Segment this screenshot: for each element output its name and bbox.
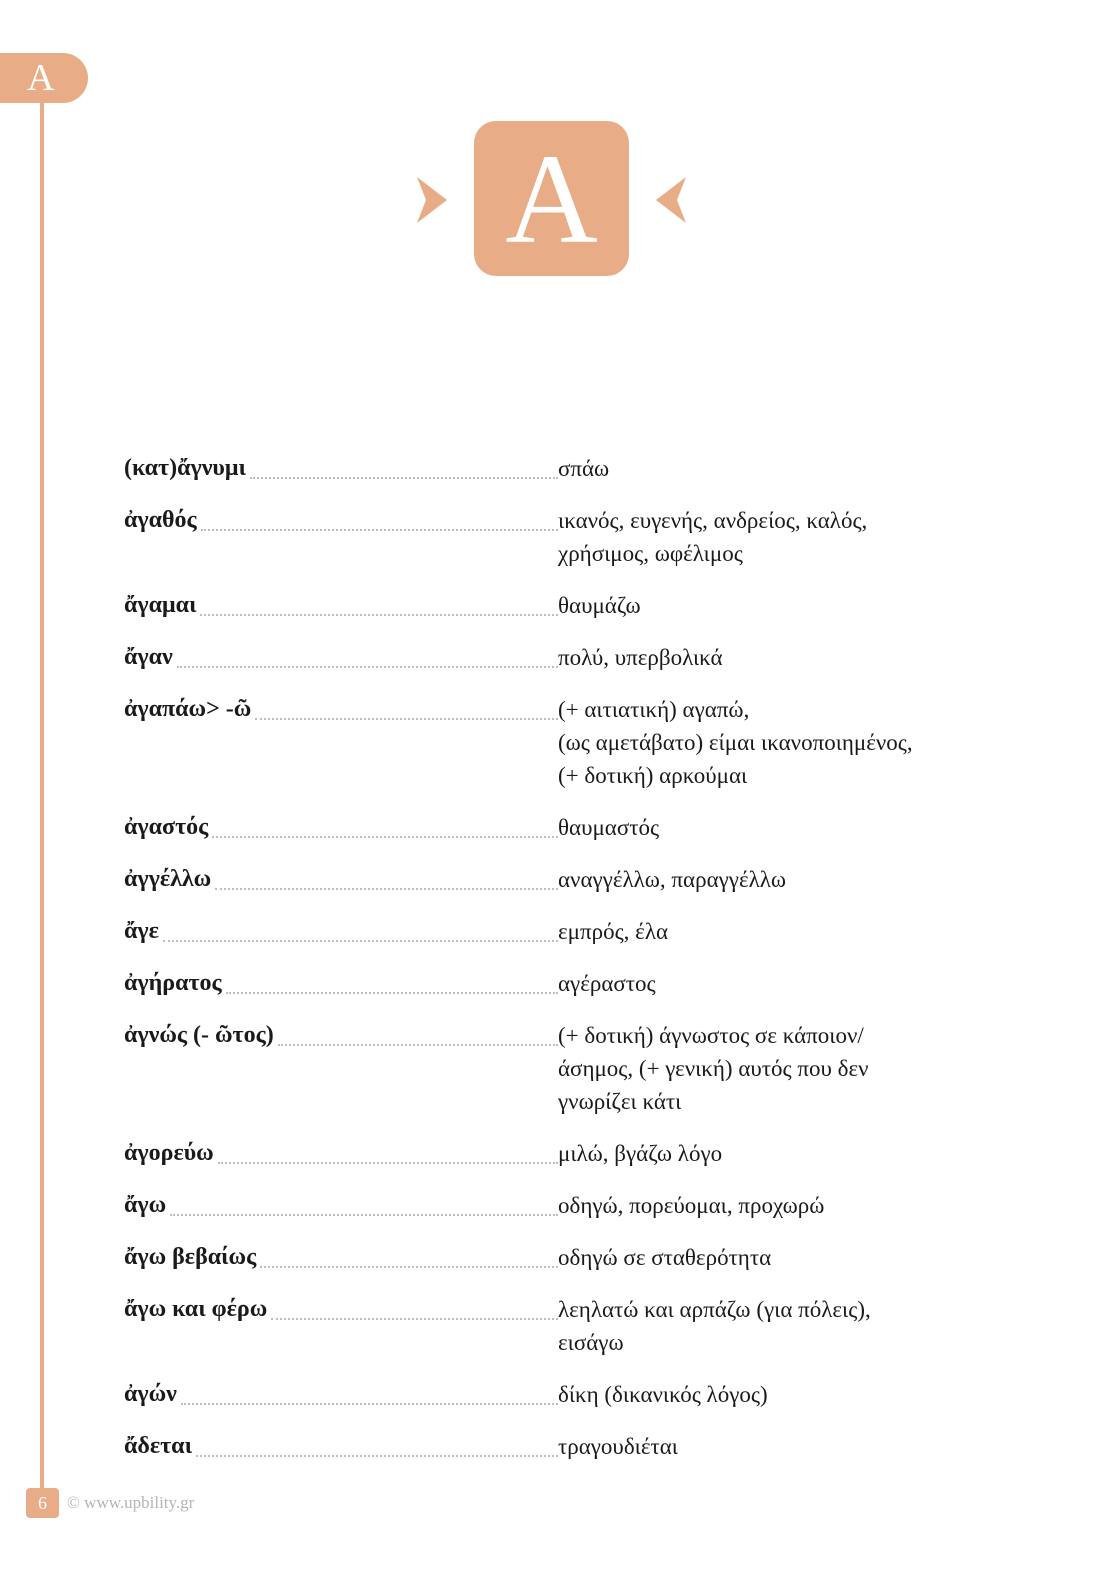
page-number-badge: 6 bbox=[26, 1488, 59, 1518]
entry-head bbox=[124, 504, 558, 537]
entry-meaning: λεηλατώ και αρπάζω (για πόλεις), εισάγω bbox=[558, 1297, 871, 1355]
entry-term: ἀγαπάω> -ῶ bbox=[124, 696, 252, 722]
dot-leader bbox=[226, 991, 558, 994]
entry-meaning: θαυμάζω bbox=[558, 593, 641, 618]
dot-leader bbox=[181, 1402, 558, 1405]
entry-meaning: οδηγώ σε σταθερότητα bbox=[558, 1245, 772, 1270]
entry-term: (κατ)ἄγνυμι bbox=[124, 455, 246, 481]
dot-leader bbox=[218, 1161, 558, 1164]
entry-head bbox=[124, 1019, 558, 1052]
entry-term: ἄγαν bbox=[124, 644, 173, 670]
dot-leader bbox=[163, 939, 558, 942]
glossary-entry bbox=[124, 641, 984, 674]
dot-leader bbox=[271, 1317, 558, 1320]
entry-term: ἀγνώς (- ῶτος) bbox=[124, 1022, 274, 1048]
entry-meaning: ικανός, ευγενής, ανδρείος, καλός, χρήσιμος, ωφέλιμος bbox=[558, 508, 868, 566]
section-tab-letter: A bbox=[27, 57, 55, 99]
entry-term: ἀγών bbox=[124, 1381, 177, 1407]
entry-meaning: (+ δοτική) άγνωστος σε κάποιον/ άσημος, (+ γενική) αυτός που δεν γνωρίζει κάτι bbox=[558, 1023, 869, 1114]
dot-leader bbox=[170, 1213, 558, 1216]
entry-term: ἀγήρατος bbox=[124, 970, 222, 996]
entry-head bbox=[124, 452, 558, 485]
entry-head bbox=[124, 915, 558, 948]
glossary-entry bbox=[124, 1241, 984, 1274]
entry-head bbox=[124, 863, 558, 896]
entry-term: ἄγε bbox=[124, 918, 159, 944]
arrow-left-icon bbox=[656, 177, 686, 223]
entry-meaning: (+ αιτιατική) αγαπώ, (ως αμετάβατο) είμαι ικανοποιημένος, (+ δοτική) αρκούμαι bbox=[558, 697, 913, 788]
entry-meaning: μιλώ, βγάζω λόγο bbox=[558, 1141, 723, 1166]
dot-leader bbox=[177, 665, 558, 668]
entry-term: ἀγαθός bbox=[124, 507, 197, 533]
dot-leader bbox=[255, 717, 558, 720]
entry-head bbox=[124, 1137, 558, 1170]
glossary-entry bbox=[124, 811, 984, 844]
glossary-list bbox=[124, 452, 984, 1482]
entry-term: ἄγαμαι bbox=[124, 592, 197, 618]
entry-head bbox=[124, 967, 558, 1000]
glossary-entry bbox=[124, 504, 984, 570]
entry-head bbox=[124, 1241, 558, 1274]
entry-term: ἄδεται bbox=[124, 1433, 193, 1459]
entry-term: ἄγω βεβαίως bbox=[124, 1244, 257, 1270]
dot-leader bbox=[250, 476, 558, 479]
arrow-right-icon bbox=[417, 177, 447, 223]
entry-term: ἄγω bbox=[124, 1192, 167, 1218]
glossary-entry bbox=[124, 452, 984, 485]
dot-leader bbox=[200, 613, 558, 616]
entry-head bbox=[124, 811, 558, 844]
entry-term: ἀγαστός bbox=[124, 814, 209, 840]
entry-head bbox=[124, 693, 558, 726]
dot-leader bbox=[196, 1454, 558, 1457]
entry-head bbox=[124, 1430, 558, 1463]
glossary-entry bbox=[124, 967, 984, 1000]
entry-meaning: τραγουδιέται bbox=[558, 1434, 678, 1459]
glossary-entry bbox=[124, 1430, 984, 1463]
chapter-emblem bbox=[474, 121, 629, 276]
dot-leader bbox=[215, 887, 558, 890]
entry-term: ἄγω και φέρω bbox=[124, 1296, 268, 1322]
entry-head bbox=[124, 1293, 558, 1326]
entry-term: ἀγγέλλω bbox=[124, 866, 212, 892]
entry-meaning: αγέραστος bbox=[558, 971, 656, 996]
dot-leader bbox=[201, 528, 558, 531]
glossary-entry bbox=[124, 693, 984, 792]
entry-meaning: πολύ, υπερβολικά bbox=[558, 645, 723, 670]
entry-head bbox=[124, 1189, 558, 1222]
entry-meaning: οδηγώ, πορεύομαι, προχωρώ bbox=[558, 1193, 825, 1218]
entry-meaning: δίκη (δικανικός λόγος) bbox=[558, 1382, 768, 1407]
copyright-text: © www.upbility.gr bbox=[67, 1493, 195, 1512]
glossary-entry bbox=[124, 1293, 984, 1359]
side-rule bbox=[40, 100, 44, 1488]
dot-leader bbox=[278, 1043, 558, 1046]
glossary-entry bbox=[124, 1019, 984, 1118]
chapter-letter: A bbox=[505, 128, 598, 270]
glossary-entry bbox=[124, 863, 984, 896]
dot-leader bbox=[212, 835, 558, 838]
entry-head bbox=[124, 641, 558, 674]
entry-meaning: αναγγέλλω, παραγγέλλω bbox=[558, 867, 787, 892]
glossary-entry bbox=[124, 1189, 984, 1222]
entry-term: ἀγορεύω bbox=[124, 1140, 214, 1166]
entry-meaning: εμπρός, έλα bbox=[558, 919, 669, 944]
glossary-entry bbox=[124, 1378, 984, 1411]
glossary-entry bbox=[124, 915, 984, 948]
dot-leader bbox=[260, 1265, 558, 1268]
glossary-entry bbox=[124, 589, 984, 622]
entry-meaning: θαυμαστός bbox=[558, 815, 660, 840]
entry-head bbox=[124, 589, 558, 622]
entry-meaning: σπάω bbox=[558, 456, 610, 481]
entry-head bbox=[124, 1378, 558, 1411]
glossary-entry bbox=[124, 1137, 984, 1170]
